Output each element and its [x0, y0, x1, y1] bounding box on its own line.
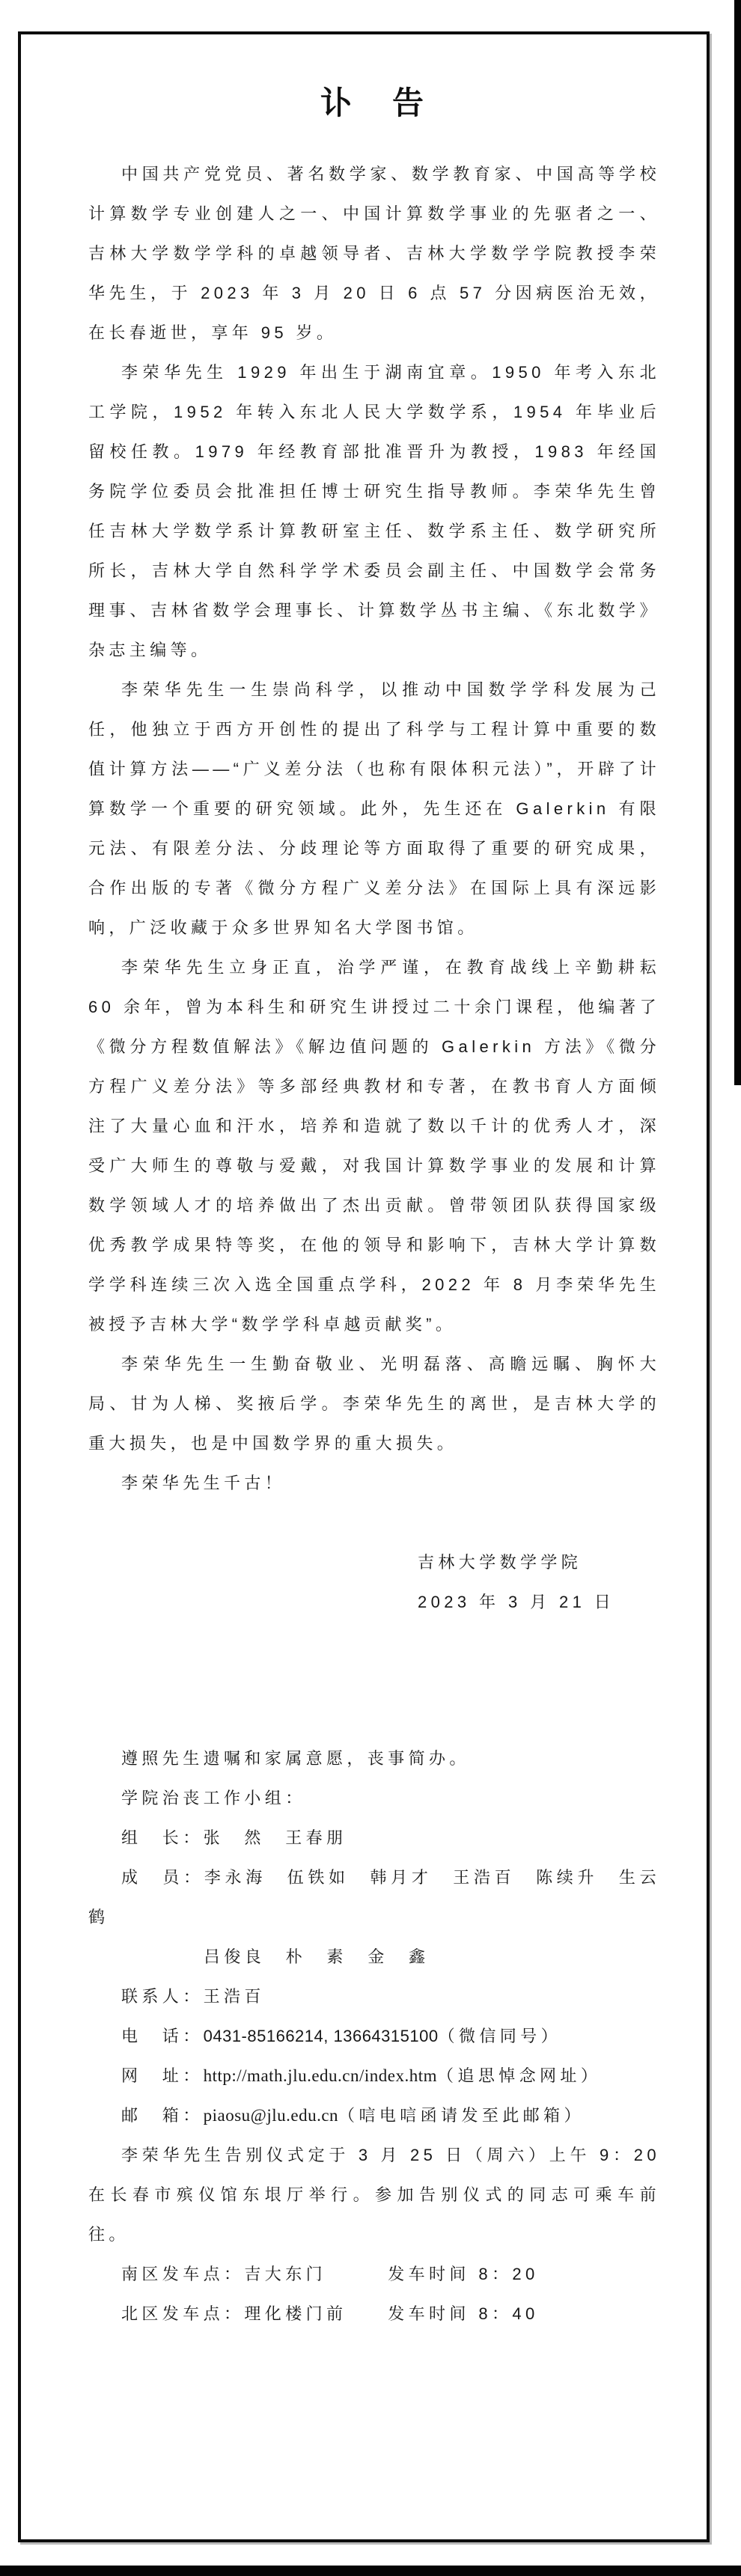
website-label: 网 址：	[121, 2066, 204, 2085]
signature-block	[418, 1542, 660, 1622]
paragraph-eternal-rest: 李荣华先生千古！	[121, 1474, 286, 1492]
condolence-email-address: piaosu@jlu.edu.cn	[203, 2106, 339, 2125]
website-note: （追思悼念网址）	[437, 2066, 602, 2085]
phone-note: （微信同号）	[438, 2027, 561, 2045]
committee-members-line-1: 成 员：李永海 伍铁如 韩月才 王浩百 陈续升 生云鹤	[88, 1868, 660, 1926]
scan-right-edge-bar	[734, 0, 741, 1085]
phone-label: 电 话：	[121, 2027, 204, 2045]
contact-person-line: 联系人：王浩百	[121, 1987, 265, 2006]
signature-date: 2023 年 3 月 21 日	[418, 1593, 615, 1611]
memorial-website-url: http://math.jlu.edu.cn/index.htm	[203, 2066, 438, 2085]
committee-leader-line: 组 长：张 然 王春朋	[121, 1828, 347, 1847]
farewell-ceremony-paragraph: 李荣华先生告别仪式定于 3 月 25 日（周六）上午 9：20 在长春市殡仪馆东垠厅举行。参加告别仪式的同志可乘车前往。	[88, 2146, 660, 2244]
paragraph-biography: 李荣华先生 1929 年出生于湖南宜章。1950 年考入东北工学院，1952 年转入东北人民大学数学系，1954 年毕业后留校任教。1979 年经教育部批准晋升为教授，1983 年经国务院学位委员会批准担任博士研究生指导教师。李荣华先生曾任吉林大学数学系计算教研室主任、数学系主任、数学研究所所长，吉林大学自然科学学术委员会副主任、中国数学会常务理事、吉林省数学会理事长、计算数学丛书主编、《东北数学》杂志主编等。	[88, 363, 660, 659]
email-note: （唁电唁函请发至此邮箱）	[338, 2106, 585, 2125]
scan-bottom-edge-bar	[0, 2566, 741, 2576]
phone-line	[88, 2016, 660, 2056]
paragraph-announcement: 中国共产党党员、著名数学家、数学教育家、中国高等学校计算数学专业创建人之一、中国计算数学事业的先驱者之一、吉林大学数学学科的卓越领导者、吉林大学数学学院教授李荣华先生，于 2023 年 3 月 20 日 6 点 57 分因病医治无效，在长春逝世，享年 95 岁。	[88, 165, 660, 342]
paragraph-teaching-contributions: 李荣华先生立身正直，治学严谨，在教育战线上辛勤耕耘 60 余年，曾为本科生和研究生讲授过二十余门课程，他编著了《微分方程数值解法》《解边值问题的 Galerkin 方法》《微分方程广义差分法》等多部经典教材和专著，在教书育人方面倾注了大量心血和汗水，培养和造就了数以千计的优秀人才，深受广大师生的尊敬与爱戴，对我国计算数学事业的发展和计算数学领域人才的培养做出了杰出贡献。曾带领团队获得国家级优秀教学成果特等奖，在他的领导和影响下，吉林大学计算数学学科连续三次入选全国重点学科，2022 年 8 月李荣华先生被授予吉林大学“数学学科卓越贡献奖”。	[88, 958, 660, 1334]
email-label: 邮 箱：	[121, 2106, 204, 2125]
north-campus-departure-line: 北区发车点：理化楼门前 发车时间 8：40	[121, 2304, 539, 2323]
paragraph-research-achievements: 李荣华先生一生崇尚科学，以推动中国数学学科发展为己任，他独立于西方开创性的提出了科学与工程计算中重要的数值计算方法——“广义差分法（也称有限体积元法）”，开辟了计算数学一个重要的研究领域。此外，先生还在 Galerkin 有限元法、有限差分法、分歧理论等方面取得了重要的研究成果，合作出版的专著《微分方程广义差分法》在国际上具有深远影响，广泛收藏于众多世界知名大学图书馆。	[88, 680, 660, 937]
email-line	[88, 2096, 660, 2135]
signature-organization: 吉林大学数学学院	[418, 1553, 582, 1572]
committee-members-line-2: 吕俊良 朴 素 金 鑫	[204, 1947, 430, 1966]
south-campus-departure-line: 南区发车点：吉大东门 发车时间 8：20	[121, 2265, 539, 2283]
obituary-content	[21, 34, 707, 2334]
paragraph-character-tribute: 李荣华先生一生勤奋敬业、光明磊落、高瞻远瞩、胸怀大局、甘为人梯、奖掖后学。李荣华先生的离世，是吉林大学的重大损失，也是中国数学界的重大损失。	[88, 1355, 660, 1453]
obituary-page	[18, 31, 710, 2542]
funeral-arrangements-block	[88, 1739, 660, 2334]
website-line	[88, 2056, 660, 2096]
committee-heading: 学院治丧工作小组：	[121, 1789, 306, 1807]
simple-funeral-note: 遵照先生遗嘱和家属意愿，丧事简办。	[121, 1749, 470, 1768]
page-title: 讣 告	[320, 85, 428, 120]
phone-numbers: 0431-85166214, 13664315100	[203, 2027, 439, 2045]
